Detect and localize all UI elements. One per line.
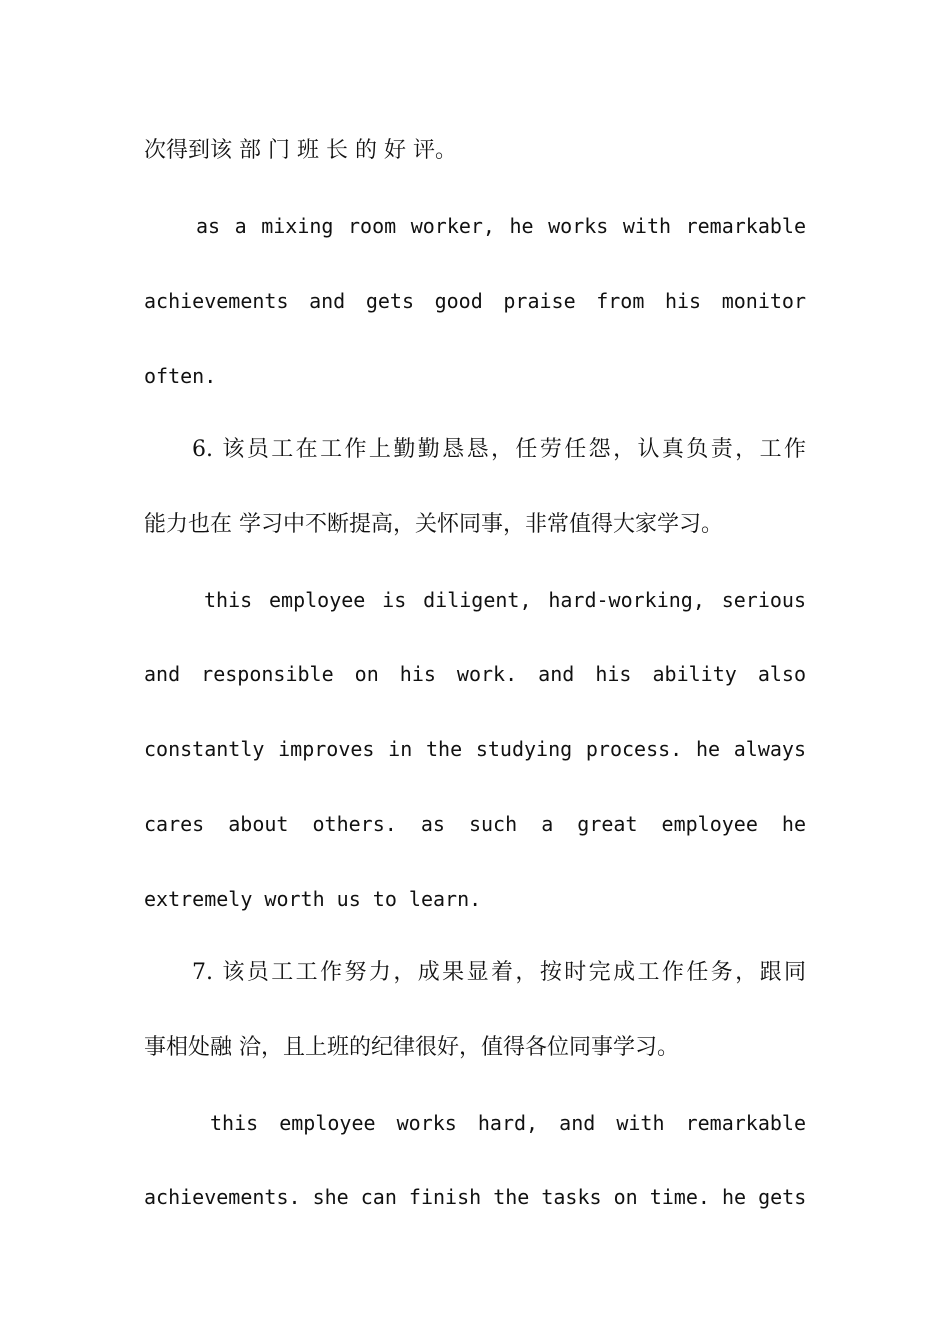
- text-line-9: constantly improves in the studying process. he always: [144, 737, 806, 761]
- text-line-14: this employee works hard, and with remarkable: [210, 1111, 806, 1135]
- text-line-11: extremely worth us to learn.: [144, 887, 482, 911]
- text-line-1: 次得到该 部 门 班 长 的 好 评。: [144, 138, 457, 163]
- text-line-8: and responsible on his work. and his ability also: [144, 662, 806, 686]
- text-line-7: this employee is diligent, hard-working, serious: [204, 588, 806, 612]
- text-line-12: 7. 该员工工作努力，成果显着，按时完成工作任务，跟同: [192, 960, 806, 985]
- text-line-13: 事相处融 洽，且上班的纪律很好，值得各位同事学习。: [144, 1035, 679, 1060]
- text-line-15: achievements. she can finish the tasks on time. he gets: [144, 1185, 806, 1209]
- text-line-3: achievements and gets good praise from his monitor: [144, 289, 806, 313]
- text-line-5: 6. 该员工在工作上勤勤恳恳，任劳任怨，认真负责，工作: [192, 437, 806, 462]
- text-line-6: 能力也在 学习中不断提高，关怀同事，非常值得大家学习。: [144, 512, 723, 537]
- text-line-2: as a mixing room worker, he works with remarkable: [196, 214, 806, 238]
- text-line-4: often.: [144, 364, 217, 388]
- text-line-10: cares about others. as such a great employee he: [144, 812, 806, 836]
